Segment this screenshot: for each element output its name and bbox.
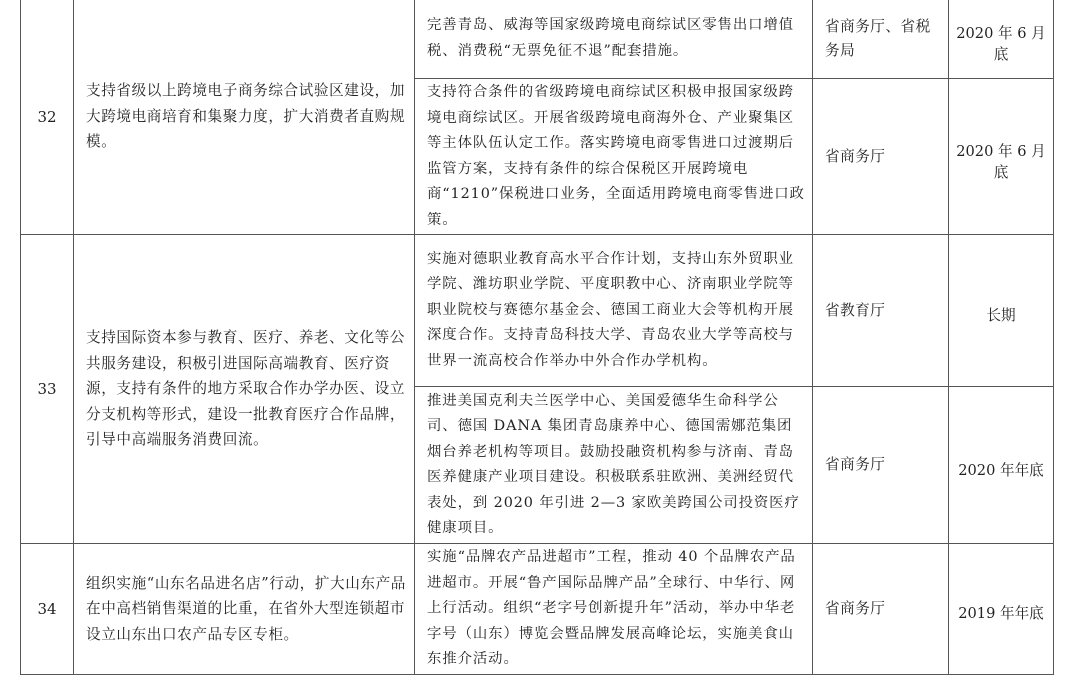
item-measure: 实施对德职业教育高水平合作计划，支持山东外贸职业学院、潍坊职业学院、平度职教中心、济南职业学院等职业院校与赛德尔基金会、德国工商业大会等机构开展深度合作。支持青岛科技大学、青岛农业大学等高校与世界一流高校合作举办中外合作办学机构。 xyxy=(415,235,813,387)
item-number: 33 xyxy=(21,235,74,544)
item-goal: 支持国际资本参与教育、医疗、养老、文化等公共服务建设，积极引进国际高端教育、医疗资源，支持有条件的地方采取合作办学办医、设立分支机构等形式，建设一批教育医疗合作品牌，引导中高端服务消费回流。 xyxy=(74,235,415,544)
table-row xyxy=(21,0,1054,79)
item-department: 省教育厅 xyxy=(813,235,949,387)
item-measure: 完善青岛、威海等国家级跨境电商综试区零售出口增值税、消费税“无票免征不退”配套措施。 xyxy=(415,0,813,79)
item-measure: 实施“品牌农产品进超市”工程，推动 40 个品牌农产品进超市。开展“鲁产国际品牌产品”全球行、中华行、网上行活动。组织“老字号创新提升年”活动，举办中华老字号（山东）博览会暨品牌发展高峰论坛，实施美食山东推介活动。 xyxy=(415,544,813,675)
item-deadline: 2020 年 6 月底 xyxy=(949,79,1054,235)
item-department: 省商务厅、省税务局 xyxy=(813,0,949,79)
item-department: 省商务厅 xyxy=(813,79,949,235)
item-department: 省商务厅 xyxy=(813,544,949,675)
item-measure: 推进美国克利夫兰医学中心、美国爱德华生命科学公司、德国 DANA 集团青岛康养中心、德国需娜范集团烟台养老机构等项目。鼓励投融资机构参与济南、青岛医养健康产业项目建设。积极联系驻欧洲、美洲经贸代表处，到 2020 年引进 2—3 家欧美跨国公司投资医疗健康项目。 xyxy=(415,387,813,544)
item-goal: 组织实施“山东名品进名店”行动，扩大山东产品在中高档销售渠道的比重，在省外大型连锁超市设立山东出口农产品专区专柜。 xyxy=(74,544,415,675)
item-number: 34 xyxy=(21,544,74,675)
table-row xyxy=(21,544,1054,675)
item-goal: 支持省级以上跨境电子商务综合试验区建设，加大跨境电商培育和集聚力度，扩大消费者直购规模。 xyxy=(74,0,415,235)
table-row xyxy=(21,235,1054,387)
item-deadline: 长期 xyxy=(949,235,1054,387)
policy-table xyxy=(20,0,1054,675)
item-number: 32 xyxy=(21,0,74,235)
item-deadline: 2019 年年底 xyxy=(949,544,1054,675)
item-measure: 支持符合条件的省级跨境电商综试区积极申报国家级跨境电商综试区。开展省级跨境电商海外仓、产业聚集区等主体队伍认定工作。落实跨境电商零售进口过渡期后监管方案，支持有条件的综合保税区开展跨境电商“1210”保税进口业务，全面适用跨境电商零售进口政策。 xyxy=(415,79,813,235)
item-deadline: 2020 年年底 xyxy=(949,387,1054,544)
item-department: 省商务厅 xyxy=(813,387,949,544)
item-deadline: 2020 年 6 月底 xyxy=(949,0,1054,79)
